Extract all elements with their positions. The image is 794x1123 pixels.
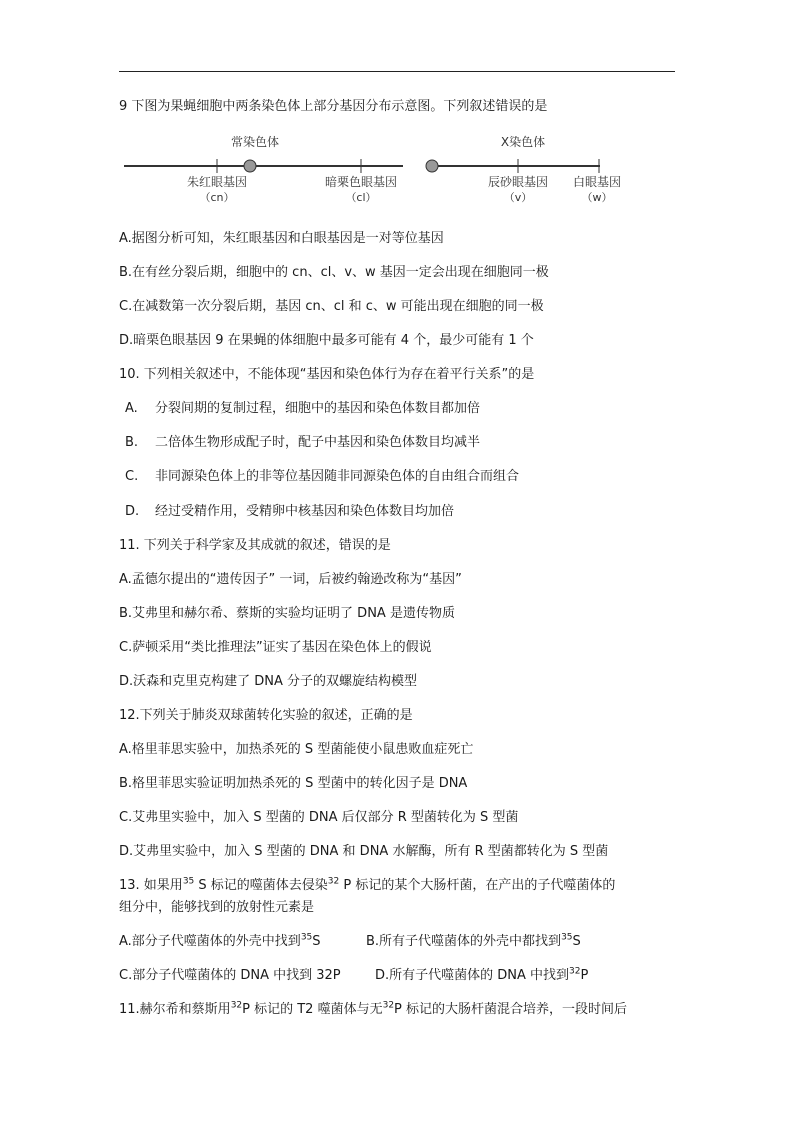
q11-option-a: A.孟德尔提出的“遗传因子” 一词，后被约翰逊改称为“基因” bbox=[119, 572, 462, 587]
gene-name-v: 辰砂眼基因 bbox=[487, 175, 549, 189]
q13-option-b-sup: 35 bbox=[561, 932, 573, 943]
q13-option-d-element: P bbox=[580, 968, 589, 983]
q12-option-c: C.艾弗里实验中，加入 S 型菌的 DNA 后仅部分 R 型菌转化为 S 型菌 bbox=[119, 810, 519, 825]
q9-option-b: B.在有丝分裂后期，细胞中的 cn、cl、v、w 基因一定会出现在细胞同一极 bbox=[119, 265, 549, 280]
q11-stem: 11. 下列关于科学家及其成就的叙述，错误的是 bbox=[119, 538, 391, 553]
autosome-label: 常染色体 bbox=[230, 135, 280, 149]
q9-option-c: C.在减数第一次分裂后期，基因 cn、cl 和 c、w 可能出现在细胞的同一极 bbox=[119, 299, 544, 314]
q12-option-b: B.格里菲思实验证明加热杀死的 S 型菌中的转化因子是 DNA bbox=[119, 776, 468, 791]
gene-name-w: 白眼基因 bbox=[572, 175, 622, 189]
q13-option-d bbox=[375, 967, 588, 985]
q13-stem-part2: S 标记的噬菌体去侵染 bbox=[194, 878, 328, 893]
q13-option-a-sup: 35 bbox=[300, 932, 313, 943]
gene-symbol-w: （w） bbox=[581, 191, 613, 204]
q10-option-d-label: D. bbox=[125, 504, 140, 519]
q13-stem-part1: 13. 如果用 bbox=[119, 878, 183, 893]
q12-option-a: A.格里菲思实验中，加热杀死的 S 型菌能使小鼠患败血症死亡 bbox=[119, 742, 474, 757]
q11-option-c: C.萨顿采用“类比推理法”证实了基因在染色体上的假说 bbox=[119, 640, 432, 655]
gene-symbol-cn: （cn） bbox=[199, 191, 235, 204]
q14-stem-part3: P 标记的大肠杆菌混合培养，一段时间后 bbox=[394, 1002, 628, 1017]
q10-option-b-label: B. bbox=[125, 435, 139, 450]
q13-stem-part3: P 标记的某个大肠杆菌，在产出的子代噬菌体的 bbox=[339, 878, 616, 893]
q13-option-b-element: S bbox=[572, 934, 581, 949]
q13-sup-32: 32 bbox=[327, 876, 340, 887]
q13-stem-line2: 组分中，能够找到的放射性元素是 bbox=[119, 900, 315, 915]
q13-option-b bbox=[366, 933, 581, 951]
q14-stem-part1: 11.赫尔希和蔡斯用 bbox=[119, 1002, 231, 1017]
q10-option-a-label: A. bbox=[125, 401, 138, 416]
q10-option-b bbox=[125, 434, 480, 452]
q14-stem-part2: P 标记的 T2 噬菌体与无 bbox=[242, 1002, 383, 1017]
q10-option-b-text: 二倍体生物形成配子时，配子中基因和染色体数目均减半 bbox=[155, 435, 481, 450]
autosome-centromere bbox=[244, 160, 256, 172]
q13-stem-line1 bbox=[119, 877, 615, 895]
q10-option-d bbox=[125, 503, 454, 521]
gene-symbol-v: （v） bbox=[503, 191, 533, 204]
header-rule bbox=[119, 71, 675, 72]
x-chromosome-label: X染色体 bbox=[500, 135, 546, 149]
q10-option-a-text: 分裂间期的复制过程，细胞中的基因和染色体数目都加倍 bbox=[155, 401, 481, 416]
q13-option-d-text: D.所有子代噬菌体的 DNA 中找到 bbox=[375, 968, 570, 983]
q10-option-a bbox=[125, 400, 480, 418]
x-centromere bbox=[426, 160, 438, 172]
q13-option-b-text: B.所有子代噬菌体的外壳中都找到 bbox=[366, 934, 562, 949]
q13-sup-35: 35 bbox=[182, 876, 195, 887]
q13-option-d-sup: 32 bbox=[569, 966, 581, 977]
q10-option-d-text: 经过受精作用，受精卵中核基因和染色体数目均加倍 bbox=[155, 504, 455, 519]
q12-option-d: D.艾弗里实验中，加入 S 型菌的 DNA 和 DNA 水解酶，所有 R 型菌都转化为 S 型菌 bbox=[119, 844, 609, 859]
q14-stem bbox=[119, 1001, 627, 1019]
q13-option-a bbox=[119, 933, 321, 951]
q14-sup-2: 32 bbox=[382, 1000, 395, 1011]
q12-stem: 12.下列关于肺炎双球菌转化实验的叙述，正确的是 bbox=[119, 708, 413, 723]
q10-option-c-text: 非同源染色体上的非等位基因随非同源染色体的自由组合而组合 bbox=[155, 469, 520, 484]
q11-option-d: D.沃森和克里克构建了 DNA 分子的双螺旋结构模型 bbox=[119, 674, 418, 689]
q9-option-d: D.暗栗色眼基因 9 在果蝇的体细胞中最多可能有 4 个，最少可能有 1 个 bbox=[119, 333, 534, 348]
q9-stem: 9 下图为果蝇细胞中两条染色体上部分基因分布示意图。下列叙述错误的是 bbox=[119, 99, 548, 114]
gene-name-cn: 朱红眼基因 bbox=[186, 175, 248, 189]
q13-option-a-element: S bbox=[312, 934, 321, 949]
q10-stem: 10. 下列相关叙述中，不能体现“基因和染色体行为存在着平行关系”的是 bbox=[119, 367, 535, 382]
q13-option-c: C.部分子代噬菌体的 DNA 中找到 32P bbox=[119, 968, 341, 983]
q13-option-a-text: A.部分子代噬菌体的外壳中找到 bbox=[119, 934, 301, 949]
q14-sup-1: 32 bbox=[230, 1000, 243, 1011]
q10-option-c bbox=[125, 468, 519, 486]
q11-option-b: B.艾弗里和赫尔希、蔡斯的实验均证明了 DNA 是遗传物质 bbox=[119, 606, 455, 621]
gene-symbol-cl: （cl） bbox=[345, 191, 377, 204]
gene-name-cl: 暗栗色眼基因 bbox=[324, 175, 398, 189]
q9-option-a: A.据图分析可知，朱红眼基因和白眼基因是一对等位基因 bbox=[119, 231, 444, 246]
chromosome-diagram bbox=[118, 130, 638, 210]
q10-option-c-label: C. bbox=[125, 469, 139, 484]
